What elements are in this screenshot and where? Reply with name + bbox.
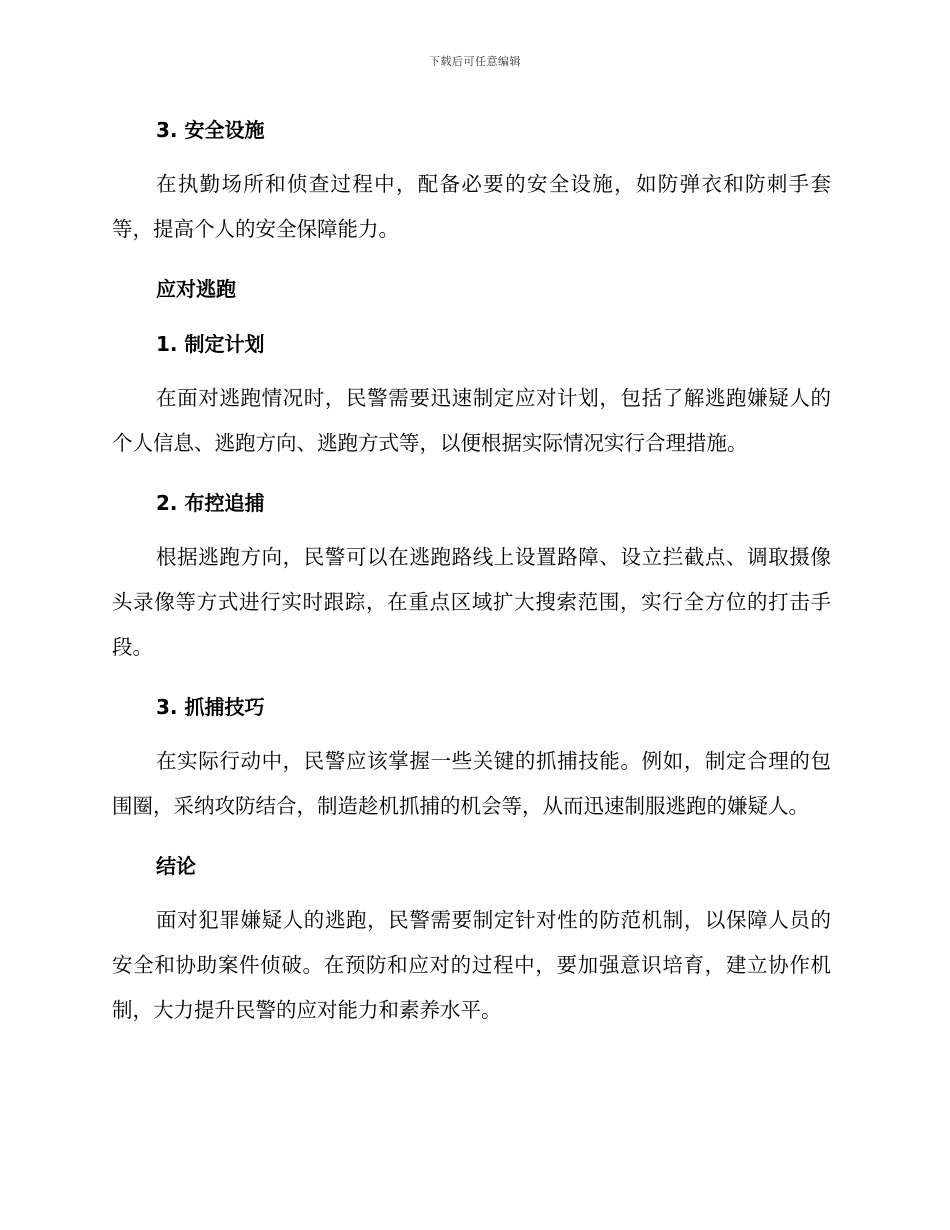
- paragraph-safety-facilities: 在执勤场所和侦查过程中，配备必要的安全设施，如防弹衣和防刺手套等，提高个人的安全保障能力。: [112, 172, 831, 241]
- page-header: 下载后可任意编辑: [429, 55, 521, 68]
- document-body: [112, 112, 831, 1033]
- section-heading-make-plan: 1. 制定计划: [156, 332, 265, 356]
- section-heading-conclusion: 结论: [156, 854, 196, 878]
- paragraph-deploy-pursuit: 根据逃跑方向，民警可以在逃跑路线上设置路障、设立拦截点、调取摄像头录像等方式进行实时跟踪，在重点区域扩大搜索范围，实行全方位的打击手段。: [112, 545, 831, 659]
- paragraph-arrest-techniques: 在实际行动中，民警应该掌握一些关键的抓捕技能。例如，制定合理的包围圈，采纳攻防结合，制造趁机抓捕的机会等，从而迅速制服逃跑的嫌疑人。: [112, 749, 831, 818]
- paragraph-make-plan: 在面对逃跑情况时，民警需要迅速制定应对计划，包括了解逃跑嫌疑人的个人信息、逃跑方向、逃跑方式等，以便根据实际情况实行合理措施。: [112, 386, 831, 455]
- section-heading-arrest-techniques: 3. 抓捕技巧: [156, 695, 265, 719]
- section-heading-deploy-pursuit: 2. 布控追捕: [156, 491, 265, 515]
- paragraph-conclusion: 面对犯罪嫌疑人的逃跑，民警需要制定针对性的防范机制，以保障人员的安全和协助案件侦破。在预防和应对的过程中，要加强意识培育，建立协作机制，大力提升民警的应对能力和素养水平。: [112, 908, 831, 1022]
- section-heading-escape-response: 应对逃跑: [156, 277, 236, 301]
- section-heading-safety-facilities: 3. 安全设施: [156, 118, 265, 142]
